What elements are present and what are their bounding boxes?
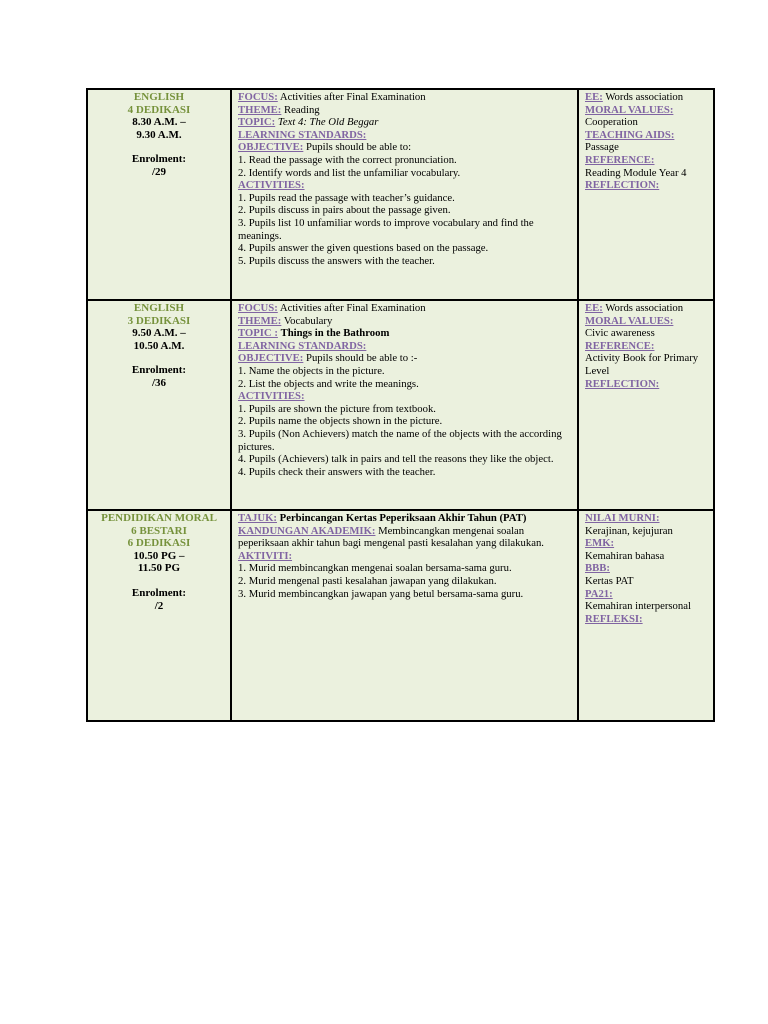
activities-label: ACTIVITIES: bbox=[238, 179, 305, 192]
lesson-info-cell bbox=[87, 89, 231, 300]
lesson-info-cell bbox=[87, 300, 231, 510]
kandungan-value: Membincangkan mengenai soalan peperiksaan akhir tahun bagi mengenal pasti kesalahan yang dilakukan. bbox=[238, 524, 544, 550]
enrolment-label: Enrolment: bbox=[131, 364, 187, 377]
objective-label: OBJECTIVE: bbox=[238, 352, 304, 365]
tajuk-value: Perbincangan Kertas Peperiksaan Akhir Tahun (PAT) bbox=[279, 512, 527, 524]
lesson-plan-table bbox=[86, 88, 715, 722]
pa21-value: Kemahiran interpersonal bbox=[585, 600, 691, 613]
lesson-row bbox=[87, 89, 714, 300]
theme-label: THEME: bbox=[238, 314, 282, 327]
enrolment-value: /36 bbox=[151, 376, 167, 389]
enrolment-value: /2 bbox=[154, 599, 164, 612]
activity-item: 1. Pupils read the passage with teacher’s guidance. bbox=[238, 191, 455, 204]
activity-item: 3. Pupils (Non Achievers) match the name of the objects with the according pictures. bbox=[238, 427, 562, 453]
moral-values-label: MORAL VALUES: bbox=[585, 103, 674, 116]
topic-label: TOPIC : bbox=[238, 327, 278, 340]
lesson-content-cell bbox=[231, 510, 578, 721]
subject: ENGLISH bbox=[133, 91, 185, 103]
activity-item: 4. Pupils check their answers with the teacher. bbox=[238, 465, 436, 478]
objective-label: OBJECTIVE: bbox=[238, 141, 304, 154]
bbb-label: BBB: bbox=[585, 562, 610, 575]
learning-standards-label: LEARNING STANDARDS: bbox=[238, 339, 367, 352]
aktiviti-label: AKTIVITI: bbox=[238, 549, 293, 562]
pa21-label: PA21: bbox=[585, 587, 613, 600]
subject: PENDIDIKAN MORAL bbox=[101, 512, 217, 524]
activity-item: 1. Pupils are shown the picture from textbook. bbox=[238, 402, 436, 415]
time-end: 9.30 A.M. bbox=[136, 128, 182, 141]
enrolment-value: /29 bbox=[151, 165, 167, 178]
time-start: 8.30 A.M. – bbox=[132, 116, 186, 129]
class-name: 3 DEDIKASI bbox=[127, 314, 191, 327]
topic-value: Text 4: The Old Beggar bbox=[277, 116, 379, 129]
focus-value: Activities after Final Examination bbox=[279, 91, 426, 103]
time-end: 10.50 A.M. bbox=[133, 339, 185, 352]
objective-item: 1. Read the passage with the correct pronunciation. bbox=[238, 153, 457, 166]
teaching-aids-value: Passage bbox=[585, 141, 619, 154]
reference-label: REFERENCE: bbox=[585, 339, 655, 352]
activities-label: ACTIVITIES: bbox=[238, 390, 305, 403]
focus-value: Activities after Final Examination bbox=[279, 302, 426, 314]
reference-value: Activity Book for Primary Level bbox=[585, 352, 699, 377]
reference-value: Reading Module Year 4 bbox=[585, 166, 687, 179]
aktiviti-item: 3. Murid membincangkan jawapan yang betul bersama-sama guru. bbox=[238, 587, 524, 600]
ee-value: Words association bbox=[605, 91, 684, 103]
kandungan-label: KANDUNGAN AKADEMIK: bbox=[238, 524, 376, 537]
lesson-content-cell bbox=[231, 300, 578, 510]
class-name: 4 DEDIKASI bbox=[127, 103, 191, 116]
time-start: 9.50 A.M. – bbox=[132, 327, 186, 340]
topic-label: TOPIC: bbox=[238, 116, 276, 129]
objective-value: Pupils should be able to: bbox=[306, 141, 412, 154]
class-name-secondary: 6 DEDIKASI bbox=[127, 537, 191, 550]
activity-item: 2. Pupils name the objects shown in the picture. bbox=[238, 415, 443, 428]
refleksi-label: REFLEKSI: bbox=[585, 612, 643, 625]
activity-item: 4. Pupils answer the given questions based on the passage. bbox=[238, 242, 489, 255]
time-end: 11.50 PG bbox=[137, 562, 181, 575]
enrolment-label: Enrolment: bbox=[131, 586, 187, 599]
objective-value: Pupils should be able to :- bbox=[306, 352, 418, 365]
reflection-label: REFLECTION: bbox=[585, 179, 660, 192]
lesson-info-cell bbox=[87, 510, 231, 721]
moral-values-label: MORAL VALUES: bbox=[585, 314, 674, 327]
nilai-murni-label: NILAI MURNI: bbox=[585, 512, 660, 524]
ee-value: Words association bbox=[605, 302, 684, 314]
reflection-label: REFLECTION: bbox=[585, 377, 660, 390]
lesson-row bbox=[87, 300, 714, 510]
bbb-value: Kertas PAT bbox=[585, 574, 634, 587]
class-name: 6 BESTARI bbox=[131, 524, 187, 537]
activity-item: 2. Pupils discuss in pairs about the passage given. bbox=[238, 204, 451, 217]
nilai-murni-value: Kerajinan, kejujuran bbox=[585, 524, 673, 537]
aktiviti-item: 2. Murid mengenal pasti kesalahan jawapan yang dilakukan. bbox=[238, 574, 497, 587]
aktiviti-item: 1. Murid membincangkan mengenai soalan bersama-sama guru. bbox=[238, 562, 512, 575]
moral-values-value: Cooperation bbox=[585, 116, 638, 129]
topic-value: Things in the Bathroom bbox=[280, 327, 390, 340]
objective-item: 2. Identify words and list the unfamiliar vocabulary. bbox=[238, 166, 461, 179]
theme-value: Reading bbox=[284, 103, 320, 116]
learning-standards-label: LEARNING STANDARDS: bbox=[238, 128, 367, 141]
activity-item: 5. Pupils discuss the answers with the teacher. bbox=[238, 254, 435, 267]
focus-label: FOCUS: bbox=[238, 302, 278, 314]
lesson-notes-cell bbox=[578, 510, 714, 721]
moral-values-value: Civic awareness bbox=[585, 327, 655, 340]
ee-label: EE: bbox=[585, 91, 603, 103]
focus-label: FOCUS: bbox=[238, 91, 278, 103]
reference-label: REFERENCE: bbox=[585, 153, 655, 166]
objective-item: 1. Name the objects in the picture. bbox=[238, 364, 385, 377]
objective-item: 2. List the objects and write the meanings. bbox=[238, 377, 419, 390]
teaching-aids-label: TEACHING AIDS: bbox=[585, 128, 675, 141]
time-start: 10.50 PG – bbox=[133, 549, 185, 562]
ee-label: EE: bbox=[585, 302, 603, 314]
theme-value: Vocabulary bbox=[283, 314, 333, 327]
subject: ENGLISH bbox=[133, 302, 185, 314]
lesson-content-cell bbox=[231, 89, 578, 300]
emk-value: Kemahiran bahasa bbox=[585, 549, 665, 562]
activity-item: 3. Pupils list 10 unfamiliar words to improve vocabulary and find the meanings. bbox=[238, 216, 534, 242]
lesson-notes-cell bbox=[578, 89, 714, 300]
enrolment-label: Enrolment: bbox=[131, 153, 187, 166]
tajuk-label: TAJUK: bbox=[238, 512, 277, 524]
theme-label: THEME: bbox=[238, 103, 282, 116]
activity-item: 4. Pupils (Achievers) talk in pairs and tell the reasons they like the object. bbox=[238, 453, 554, 466]
lesson-row bbox=[87, 510, 714, 721]
emk-label: EMK: bbox=[585, 537, 615, 550]
lesson-notes-cell bbox=[578, 300, 714, 510]
